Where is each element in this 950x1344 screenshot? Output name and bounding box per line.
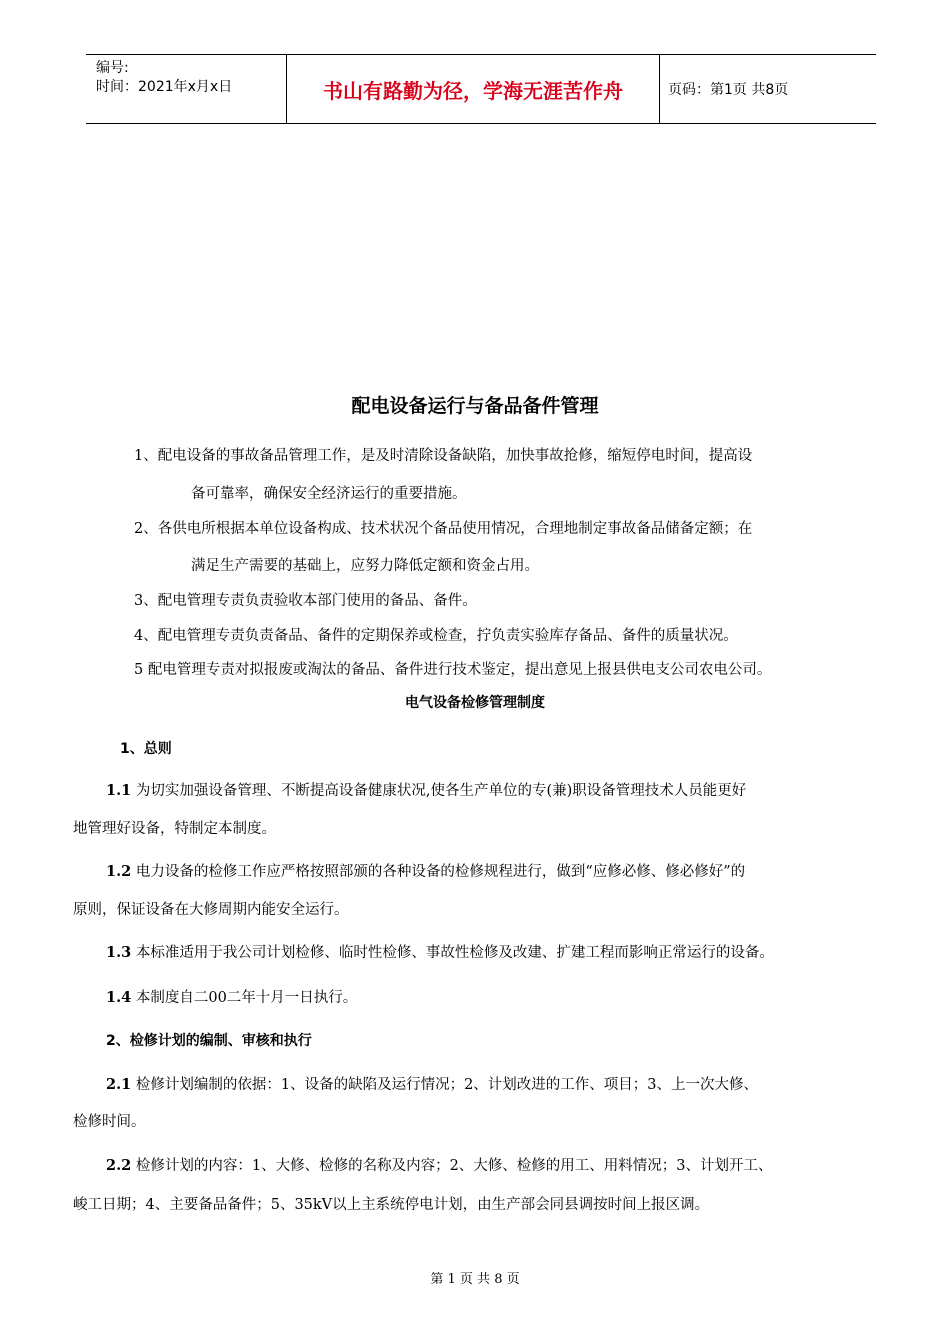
clause-text: 检修计划的内容：1、大修、检修的名称及内容；2、大修、检修的用工、用料情况；3、计划开工、 [135,1158,773,1174]
paragraph-line [106,860,745,881]
page-info: 页码：第1页 共8页 [668,82,789,98]
paragraph-line: 2、各供电所根据本单位设备构成、技术状况个备品使用情况，合理地制定事故备品储备定额；在 [134,521,753,537]
paragraph-line: 3、配电管理专责负责验收本部门使用的备品、备件。 [134,593,477,609]
clause-text: 本制度自二00二年十月一日执行。 [135,990,358,1006]
clause-text: 本标准适用于我公司计划检修、临时性检修、事故性检修及改建、扩建工程而影响正常运行的设备。 [135,945,774,961]
header-left-cell [86,55,287,123]
clause-number: 1.2 [106,863,132,880]
paragraph-line: 满足生产需要的基础上，应努力降低定额和资金占用。 [191,558,539,574]
paragraph-line: 检修时间。 [73,1114,146,1130]
clause-number: 2.2 [106,1157,132,1174]
paragraph-line [106,941,774,962]
paragraph-line: 4、配电管理专责负责备品、备件的定期保养或检查，拧负责实验库存备品、备件的质量状况。 [134,628,738,644]
paragraph-line: 备可靠率，确保安全经济运行的重要措施。 [191,486,467,502]
clause-number: 1.3 [106,944,132,961]
clause-number: 1.1 [106,782,132,799]
clause-number: 1.4 [106,989,132,1006]
motto: 书山有路勤为径，学海无涯苦作舟 [287,55,660,123]
paragraph-line [106,779,746,800]
section-title: 电气设备检修管理制度 [405,695,545,711]
paragraph-line: 原则，保证设备在大修周期内能安全运行。 [73,902,349,918]
number-label: 编号: [96,60,129,76]
page-footer: 第 1 页 共 8 页 [430,1272,520,1287]
clause-number: 2.1 [106,1076,132,1093]
clause-text: 电力设备的检修工作应严格按照部颁的各种设备的检修规程进行，做到“应修必修、修必修好”的 [135,864,746,880]
document-title: 配电设备运行与备品备件管理 [351,395,599,417]
section-heading: 2、检修计划的编制、审核和执行 [106,1033,312,1049]
paragraph-line: 1、配电设备的事故备品管理工作，是及时清除设备缺陷，加快事故抢修，缩短停电时间，提高设 [134,448,753,464]
clause-text: 检修计划编制的依据：1、设备的缺陷及运行情况；2、计划改进的工作、项目；3、上一次大修、 [135,1077,759,1093]
paragraph-line [106,1073,758,1094]
paragraph-line: 地管理好设备，特制定本制度。 [73,821,276,837]
header-table [86,54,876,124]
section-heading: 1、总则 [120,741,172,757]
paragraph-line [106,986,357,1007]
paragraph-line: 5 配电管理专责对拟报废或淘汰的备品、备件进行技术鉴定，提出意见上报县供电支公司农电公司。 [134,662,772,678]
time-label: 时间：2021年x月x日 [96,79,233,95]
clause-text: 为切实加强设备管理、不断提高设备健康状况,使各生产单位的专(兼)职设备管理技术人员能更好 [135,783,747,799]
paragraph-line [106,1154,773,1175]
paragraph-line: 峻工日期；4、主要备品备件；5、35kV以上主系统停电计划，由生产部会同县调按时间上报区调。 [73,1197,710,1213]
